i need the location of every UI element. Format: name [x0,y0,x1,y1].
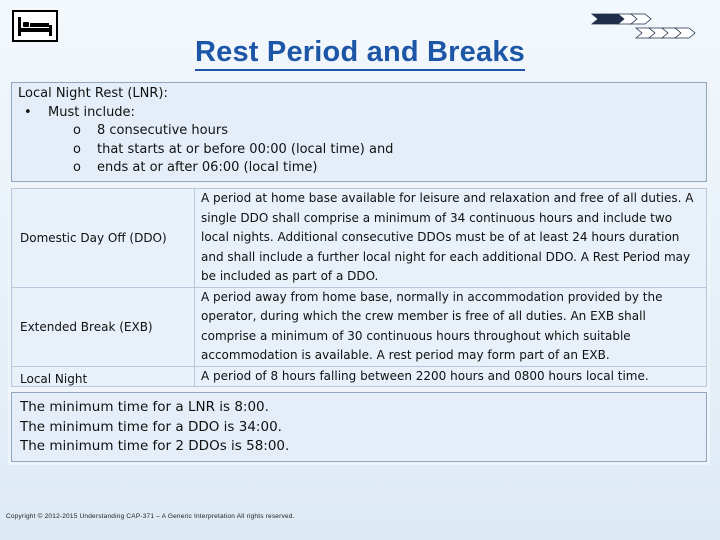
copyright-footer: Copyright © 2012-2015 Understanding CAP-371 – A Generic Interpretation All rights reserved. [6,513,295,520]
minimum-line: The minimum time for a DDO is 34:00. [20,418,282,435]
sub-marker: o [73,123,81,138]
sub-marker: o [73,160,81,175]
definition-term: Extended Break (EXB) [12,287,195,366]
lnr-item-text: that starts at or before 00:00 (local time) and [97,141,394,157]
definition-description: A period at home base available for leisure and relaxation and free of all duties. A single DDO shall comprise a minimum of 34 continuous hours and include two local nights. Additional consecutive DDOs must be of at least 24 hours duration and shall include a further local night for each additional DDO. A Rest Period may be included as part of a DDO. [195,189,707,288]
lnr-item [18,122,706,141]
lnr-bullet-text: Must include: [48,104,135,120]
lnr-item-text: ends at or after 06:00 (local time) [97,160,318,175]
table-row [12,189,707,288]
minimum-line: The minimum time for a LNR is 8:00. [20,399,269,415]
definition-term: Local Night [12,366,195,387]
page-title [0,36,720,69]
definition-description: A period of 8 hours falling between 2200 hours and 0800 hours local time. [195,366,707,387]
page-title-text: Rest Period and Breaks [195,36,525,71]
minimum-line: The minimum time for 2 DDOs is 58:00. [20,438,290,454]
minimums-box [11,392,707,462]
lnr-item [18,159,706,178]
lnr-heading: Local Night Rest (LNR): [18,86,168,101]
definitions-table [11,188,707,387]
definition-description: A period away from home base, normally in accommodation provided by the operator, during which the crew member is free of all duties. An EXB shall comprise a minimum of 30 continuous hours throughout which suitable accommodation is available. A rest period may form part of an EXB. [195,287,707,366]
lnr-item-text: 8 consecutive hours [97,123,228,138]
definition-term: Domestic Day Off (DDO) [12,189,195,288]
lnr-bullet [18,104,706,123]
table-row [12,366,707,387]
bullet-marker: • [24,104,32,120]
lnr-box [11,82,707,182]
sub-marker: o [73,141,81,157]
lnr-item [18,141,706,160]
table-row [12,287,707,366]
